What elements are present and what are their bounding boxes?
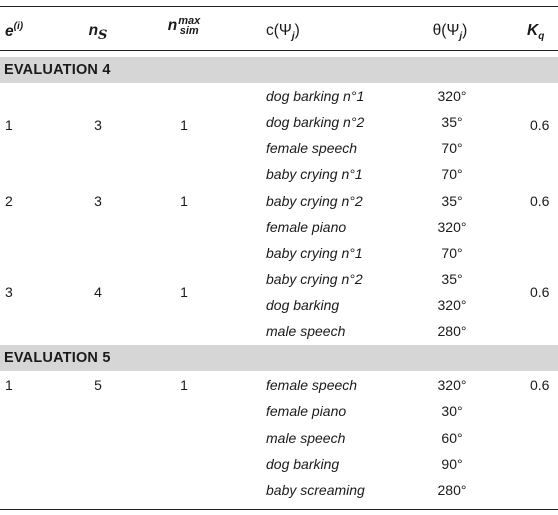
section-band-eval4 — [0, 57, 558, 83]
cell-theta: 280° — [437, 482, 467, 498]
cell-ns: 4 — [94, 284, 102, 300]
header-theta: $\theta(\Psi_j)$ — [432, 22, 468, 43]
cell-theta: 320° — [437, 219, 467, 235]
cell-class: dog barking n°2 — [266, 114, 365, 130]
cell-class: dog barking — [266, 297, 340, 313]
cell-nsim: 1 — [180, 193, 188, 209]
cell-class: baby crying n°1 — [266, 166, 363, 182]
cell-ns: 3 — [94, 193, 102, 209]
cell-theta: 35° — [441, 114, 463, 130]
header-e: $e^{(i)}$ — [5, 21, 24, 41]
cell-class: female piano — [266, 219, 347, 235]
cell-theta: 35° — [441, 193, 463, 209]
cell-class: baby screaming — [266, 482, 365, 498]
section-band-eval5 — [0, 345, 558, 371]
header-class: $c(\Psi_j)$ — [266, 22, 300, 43]
cell-theta: 70° — [441, 166, 463, 182]
cell-class: dog barking n°1 — [266, 88, 365, 104]
cell-kq: 0.6 — [530, 117, 550, 133]
cell-kq: 0.6 — [530, 377, 550, 393]
cell-kq: 0.6 — [530, 193, 550, 209]
header-rule — [0, 50, 558, 51]
cell-e: 3 — [5, 284, 13, 300]
cell-theta: 280° — [437, 323, 467, 339]
cell-e: 2 — [5, 193, 13, 209]
cell-theta: 70° — [441, 140, 463, 156]
cell-class: female piano — [266, 403, 347, 419]
cell-nsim: 1 — [180, 284, 188, 300]
cell-kq: 0.6 — [530, 284, 550, 300]
cell-class: dog barking — [266, 456, 340, 472]
cell-theta: 320° — [437, 377, 467, 393]
cell-class: baby crying n°1 — [266, 245, 363, 261]
cell-class: female speech — [266, 140, 358, 156]
header-ns: $n_S$ — [88, 22, 108, 44]
cell-theta: 35° — [441, 271, 463, 287]
cell-theta: 90° — [441, 456, 463, 472]
cell-theta: 60° — [441, 430, 463, 446]
header-kq: $K_q$ — [527, 22, 545, 43]
cell-ns: 3 — [94, 117, 102, 133]
cell-theta: 70° — [441, 245, 463, 261]
cell-nsim: 1 — [180, 377, 188, 393]
section-title: EVALUATION 5 — [4, 350, 111, 366]
cell-e: 1 — [5, 117, 13, 133]
cell-class: baby crying n°2 — [266, 193, 363, 209]
cell-theta: 320° — [437, 297, 467, 313]
cell-theta: 320° — [437, 88, 467, 104]
cell-nsim: 1 — [180, 117, 188, 133]
bottom-rule — [0, 509, 558, 510]
section-title: EVALUATION 4 — [4, 62, 111, 78]
cell-class: male speech — [266, 430, 346, 446]
cell-class: female speech — [266, 377, 358, 393]
cell-class: male speech — [266, 323, 346, 339]
cell-class: baby crying n°2 — [266, 271, 363, 287]
top-rule — [0, 6, 558, 7]
cell-theta: 30° — [441, 403, 463, 419]
header-nsim: n max sim — [167, 15, 201, 37]
cell-ns: 5 — [94, 377, 102, 393]
cell-e: 1 — [5, 377, 13, 393]
